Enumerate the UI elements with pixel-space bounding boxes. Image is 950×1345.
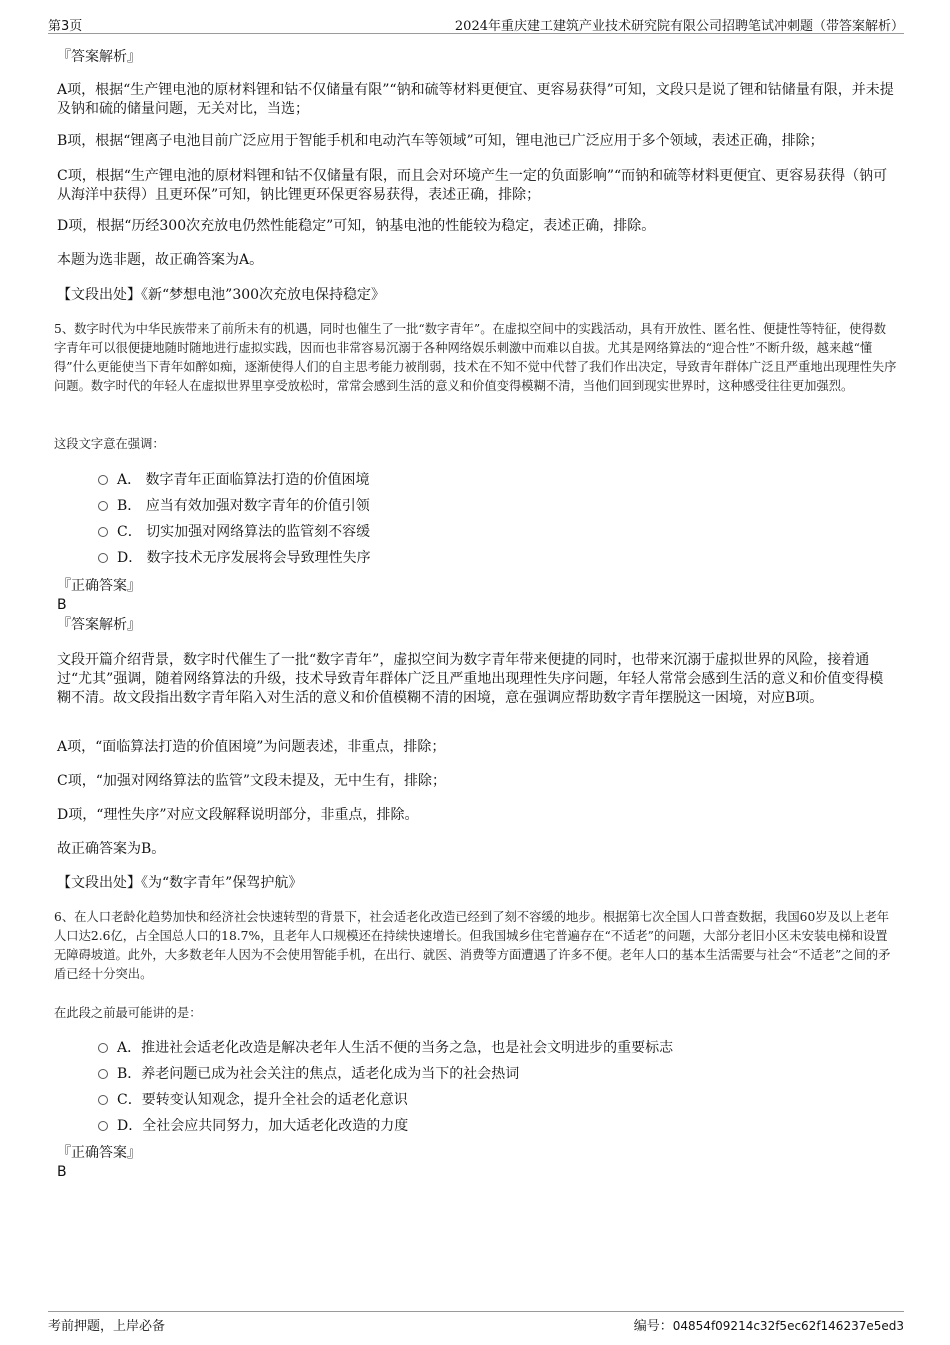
q6-option-b[interactable]: B．养老问题已成为社会关注的焦点，适老化成为当下的社会热词 <box>98 1064 519 1084</box>
page-header <box>48 15 904 34</box>
radio-icon[interactable] <box>98 1121 108 1131</box>
q4-analysis-c: C项，根据“生产锂电池的原材料锂和钴不仅储量有限，而且会对环境产生一定的负面影响”“而钠和硫等材料更便宜、更容易获得（钠可从海洋中获得）且更环保”可知，钠比锂更环保更容易获得，表述正确，排除； <box>57 168 888 203</box>
radio-icon[interactable] <box>98 1043 108 1053</box>
page-number: 第3页 <box>48 19 83 34</box>
q4-source: 【文段出处】《新“梦想电池”300次充放电保持稳定》 <box>57 287 386 303</box>
footer-code-label: 编号： <box>633 1319 673 1334</box>
page-footer <box>48 1311 904 1334</box>
q5-answer-label: 『正确答案』 <box>57 578 141 594</box>
document-title: 2024年重庆建工建筑产业技术研究院有限公司招聘笔试冲刺题（带答案解析） <box>454 19 904 34</box>
q6-option-c[interactable]: C．要转变认知观念，提升全社会的适老化意识 <box>98 1090 408 1110</box>
radio-icon[interactable] <box>98 1095 108 1105</box>
q4-analysis-a: A项，根据“生产锂电池的原材料锂和钴不仅储量有限”“钠和硫等材料更便宜、更容易获得”可知，文段只是说了锂和钴储量有限，并未提及钠和硫的储量问题，无关对比，当选； <box>57 82 894 117</box>
q5-analysis-main: 文段开篇介绍背景，数字时代催生了一批“数字青年”，虚拟空间为数字青年带来便捷的同时，也带来沉溺于虚拟世界的风险，接着通过“尤其”强调，随着网络算法的升级，技术导致青年群体广泛且严重地出现理性失序问题，年轻人常常会感到生活的意义和价值变得模糊不清。故文段指出数字青年陷入对生活的意义和价值模糊不清的困境，意在强调应帮助数字青年摆脱这一困境，对应B项。 <box>57 652 884 706</box>
radio-icon[interactable] <box>98 501 108 511</box>
q5-option-b[interactable]: B． 应当有效加强对数字青年的价值引领 <box>98 496 370 516</box>
footer-code-value: 04854f09214c32f5ec62f146237e5ed3 <box>672 1319 904 1333</box>
q5-passage: 5、数字时代为中华民族带来了前所未有的机遇，同时也催生了一批“数字青年”。在虚拟空间中的实践活动，具有开放性、匿名性、便捷性等特征，使得数字青年可以很便捷地随时随地进行虚拟实践，因而也非常容易沉溺于各种网络娱乐刺激中而难以自拔。尤其是网络算法的“迎合性”不断升级，越来越“懂得”什么更能使当下青年如醉如痴，逐渐使得人们的自主思考能力被削弱，技术在不知不觉中代替了我们作出决定，导致青年群体广泛且严重地出现理性失序问题。数字时代的年轻人在虚拟世界里享受放松时，常常会感到生活的意义和价值变得模糊不清，当他们回到现实世界时，这种感受往往更加强烈。 <box>54 322 897 393</box>
q5-analysis-d: D项，“理性失序”对应文段解释说明部分，非重点，排除。 <box>57 807 419 823</box>
q4-conclusion: 本题为选非题，故正确答案为A。 <box>57 252 264 268</box>
q6-answer: B <box>57 1164 67 1180</box>
q5-option-d[interactable]: D． 数字技术无序发展将会导致理性失序 <box>98 548 371 568</box>
q5-analysis-a: A项，“面临算法打造的价值困境”为问题表述，非重点，排除； <box>57 739 446 755</box>
q6-option-a[interactable]: A．推进社会适老化改造是解决老年人生活不便的当务之急，也是社会文明进步的重要标志 <box>98 1038 673 1058</box>
q6-question: 在此段之前最可能讲的是： <box>54 1006 202 1020</box>
footer-slogan: 考前押题，上岸必备 <box>48 1319 166 1334</box>
q5-analysis-label: 『答案解析』 <box>57 617 141 633</box>
q5-option-c[interactable]: C． 切实加强对网络算法的监管刻不容缓 <box>98 522 370 542</box>
radio-icon[interactable] <box>98 527 108 537</box>
radio-icon[interactable] <box>98 475 108 485</box>
radio-icon[interactable] <box>98 553 108 563</box>
q4-analysis-d: D项，根据“历经300次充放电仍然性能稳定”可知，钠基电池的性能较为稳定，表述正确，排除。 <box>57 218 656 234</box>
q6-option-d[interactable]: D．全社会应共同努力，加大适老化改造的力度 <box>98 1116 408 1136</box>
q4-analysis-b: B项，根据“锂离子电池目前广泛应用于智能手机和电动汽车等领域”可知，锂电池已广泛应用于多个领域，表述正确，排除； <box>57 133 824 149</box>
footer-code <box>634 1315 904 1334</box>
q6-passage: 6、在人口老龄化趋势加快和经济社会快速转型的背景下，社会适老化改造已经到了刻不容缓的地步。根据第七次全国人口普查数据，我国60岁及以上老年人口达2.6亿，占全国总人口的18.7%，且老年人口规模还在持续快速增长。但我国城乡住宅普遍存在“不适老”的问题，大部分老旧小区未安装电梯和设置无障碍坡道。此外，大多数老年人因为不会使用智能手机，在出行、就医、消费等方面遭遇了许多不便。老年人口的基本生活需要与社会“不适老”之间的矛盾已经十分突出。 <box>54 910 891 981</box>
q5-conclusion: 故正确答案为B。 <box>57 841 166 857</box>
q4-analysis-label: 『答案解析』 <box>57 49 141 65</box>
q5-question: 这段文字意在强调： <box>54 437 165 451</box>
q5-analysis-c: C项，“加强对网络算法的监管”文段未提及，无中生有，排除； <box>57 773 447 789</box>
q5-answer: B <box>57 597 67 613</box>
q5-source: 【文段出处】《为“数字青年”保驾护航》 <box>57 875 303 891</box>
q5-option-a[interactable]: A． 数字青年正面临算法打造的价值困境 <box>98 470 370 490</box>
q6-answer-label: 『正确答案』 <box>57 1145 141 1161</box>
radio-icon[interactable] <box>98 1069 108 1079</box>
